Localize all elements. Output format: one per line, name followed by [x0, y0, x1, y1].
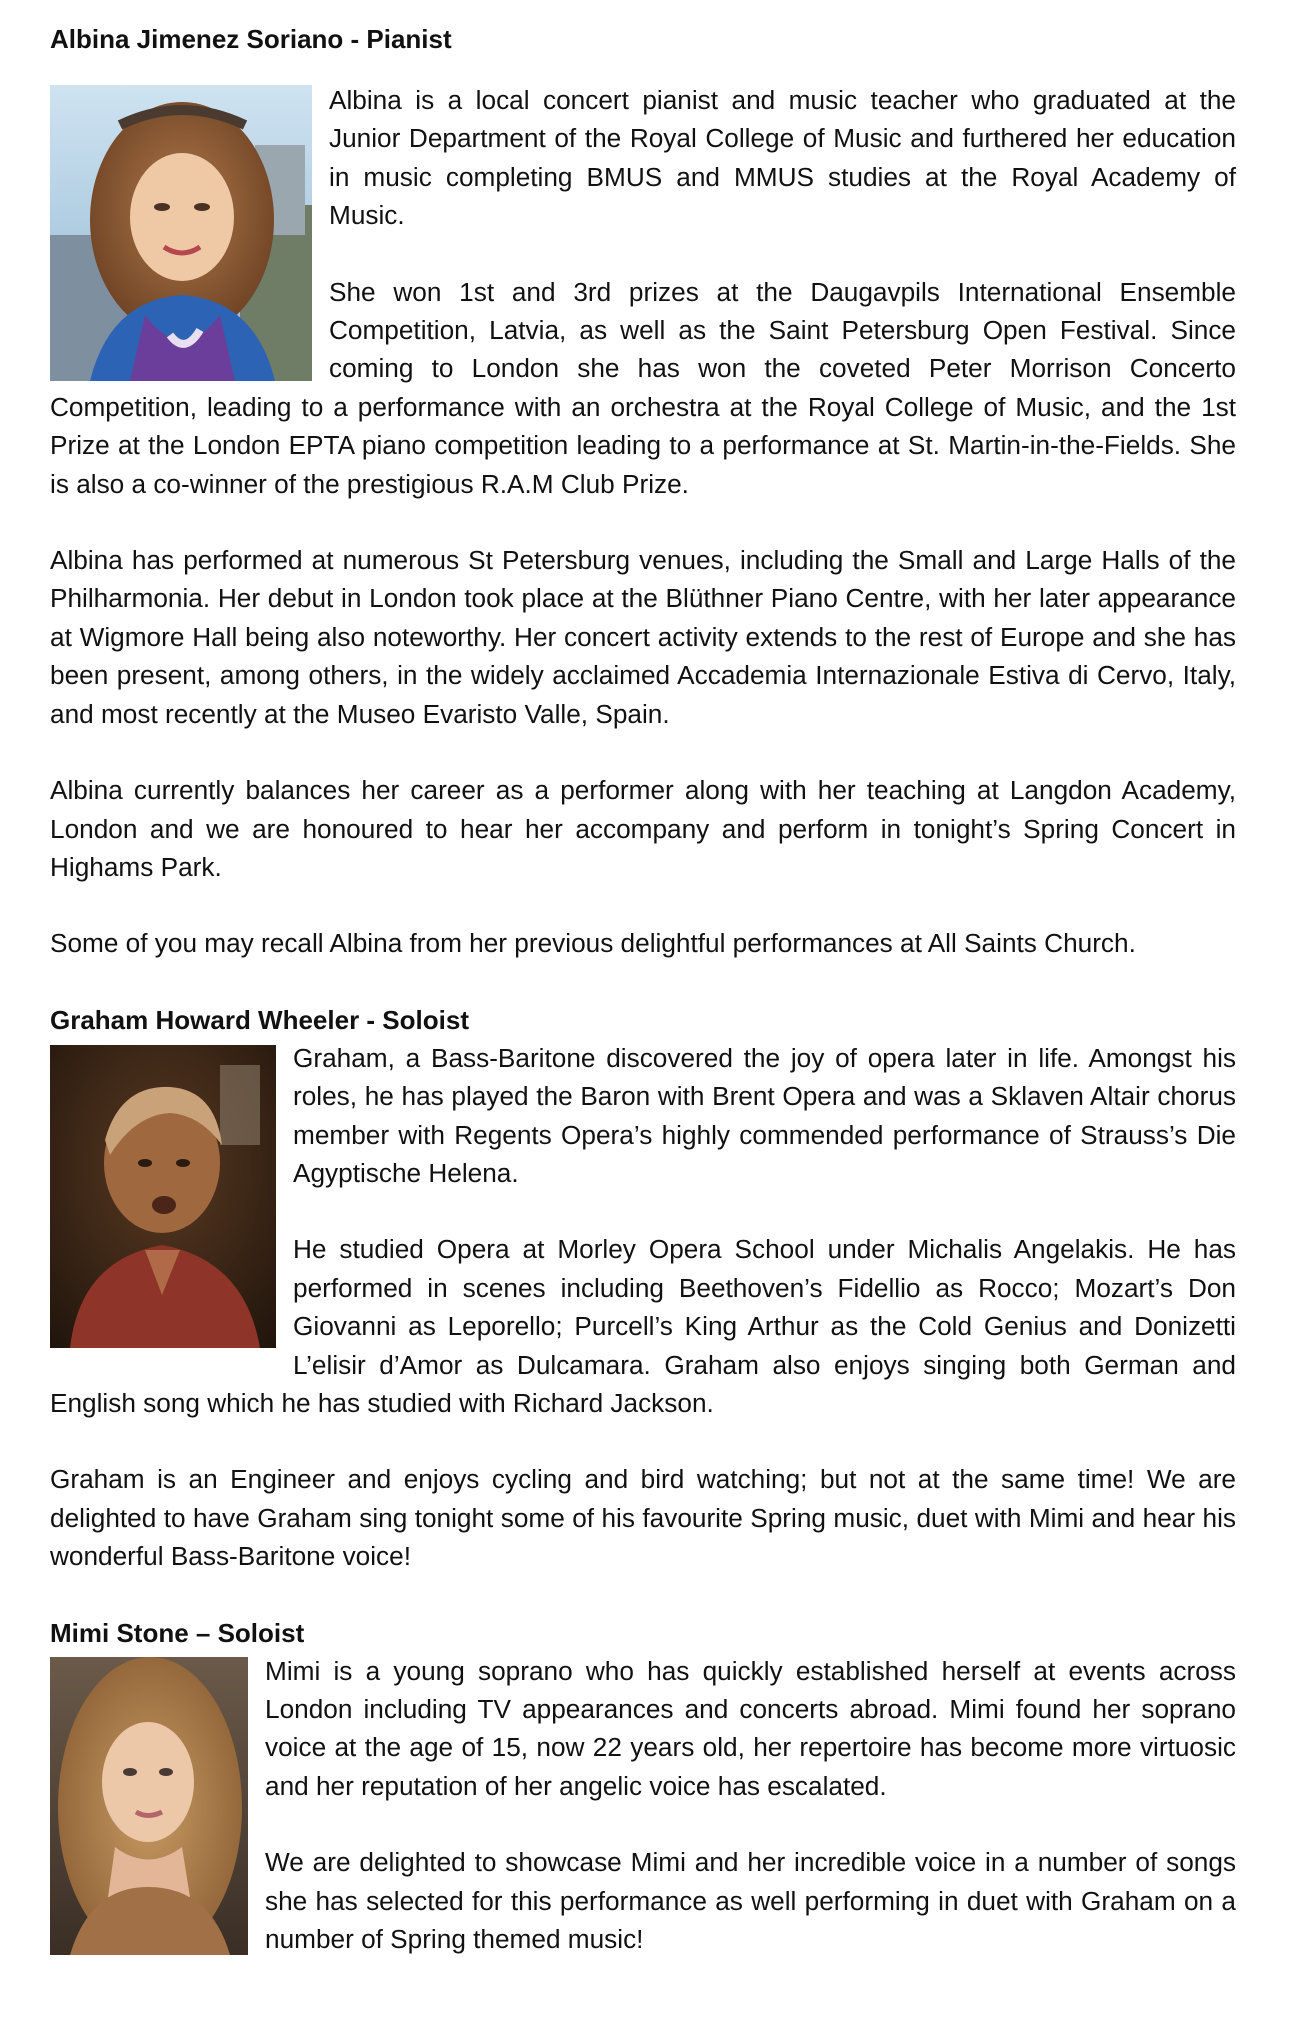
- bio-paragraph: We are delighted to showcase Mimi and her incredible voice in a number of songs she has selected for this performance as well performing in duet with Graham on a number of Spring themed music!: [265, 1847, 1236, 1955]
- portrait-albina-icon: [50, 85, 312, 381]
- bio-paragraph: Mimi is a young soprano who has quickly established herself at events across London including TV appearances and concerts abroad. Mimi found her soprano voice at the age of 15, now 22 years old, her repertoire has become more virtuosic and her reputation of her angelic voice has escalated.: [265, 1655, 1236, 1801]
- bio-paragraph: Graham is an Engineer and enjoys cycling and bird watching; but not at the same time! We are delighted to have Graham sing tonight some of his favourite Spring music, duet with Mimi and hear his wonderful Bass-Baritone voice!: [50, 1464, 1236, 1572]
- bio-paragraph: Some of you may recall Albina from her previous delightful performances at All Saints Church.: [50, 928, 1136, 959]
- bio-paragraph: Albina has performed at numerous St Petersburg venues, including the Small and Large Halls of the Philharmonia. Her debut in London took place at the Blüthner Piano Centre, with her later appearance at Wigmore Hall being also noteworthy. Her concert activity extends to the rest of Europe and she has been present, among others, in the widely acclaimed Accademia Internazionale Estiva di Cervo, Italy, and most recently at the Museo Evaristo Valle, Spain.: [50, 545, 1236, 729]
- portrait-graham-photo: [50, 1045, 276, 1348]
- portrait-mimi-photo: [50, 1657, 248, 1955]
- portrait-graham-icon: [50, 1045, 276, 1348]
- bio-heading: Graham Howard Wheeler - Soloist: [50, 1004, 469, 1035]
- bio-heading: Albina Jimenez Soriano - Pianist: [50, 24, 452, 54]
- bio-graham: [50, 1001, 1236, 1614]
- bio-paragraph: He studied Opera at Morley Opera School under Michalis Angelakis. He has performed in scenes including Beethoven’s Fidellio as Rocco; Mozart’s Don Giovanni as Leporello; Purcell’s King Arthur as the Cold Genius and Donizetti L’elisir d’Amor as Dulcamara. Graham also enjoys singing both German and English song which he has studied with Richard Jackson.: [50, 1234, 1236, 1418]
- bio-paragraph: Graham, a Bass-Baritone discovered the joy of opera later in life. Amongst his roles, he has played the Baron with Brent Opera and was a Sklaven Altair chorus member with Regents Opera’s highly commended performance of Strauss’s Die Agyptische Helena.: [293, 1042, 1236, 1188]
- portrait-albina-photo: [50, 85, 312, 381]
- bio-mimi: [50, 1614, 1236, 1959]
- bio-paragraph: She won 1st and 3rd prizes at the Daugavpils International Ensemble Competition, Latvia, as well as the Saint Petersburg Open Festival. Since coming to London she has won the coveted Peter Morrison Concerto Competition, leading to a performance with an orchestra at the Royal College of Music, and the 1st Prize at the London EPTA piano competition leading to a performance at St. Martin-in-the-Fields. She is also a co-winner of the prestigious R.A.M Club Prize.: [50, 276, 1236, 499]
- bio-albina: [50, 20, 1236, 1001]
- bio-heading: Mimi Stone – Soloist: [50, 1617, 305, 1648]
- bio-paragraph: Albina is a local concert pianist and music teacher who graduated at the Junior Department of the Royal College of Music and furthered her education in music completing BMUS and MMUS studies at the Royal Academy of Music.: [329, 85, 1236, 231]
- bio-paragraph: Albina currently balances her career as a performer along with her teaching at Langdon Academy, London and we are honoured to hear her accompany and perform in tonight’s Spring Concert in Highams Park.: [50, 775, 1236, 882]
- concert-programme-page: [50, 20, 1236, 1958]
- portrait-mimi-icon: [50, 1657, 248, 1955]
